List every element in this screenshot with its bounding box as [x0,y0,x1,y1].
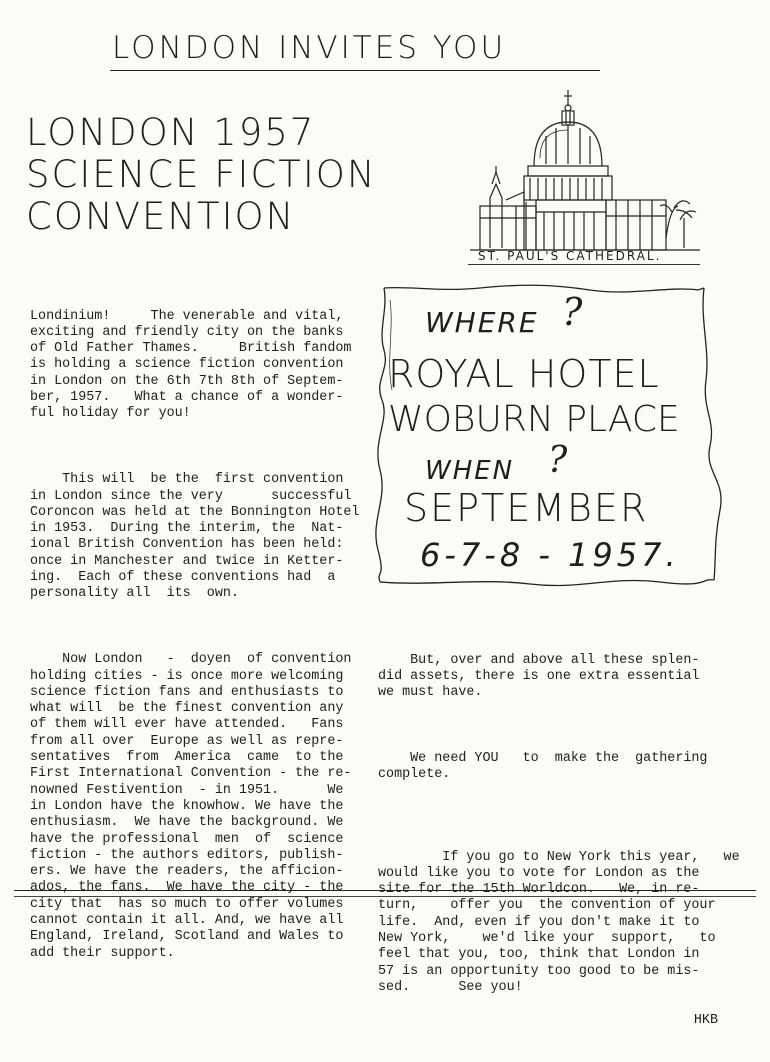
title-line-1: LONDON 1957 [26,111,316,154]
bottom-rule [14,890,756,891]
where-question-mark: ? [562,290,583,334]
author-initials: HKB [693,1012,718,1028]
intro-paragraph: Londinium! The venerable and vital, exciting and friendly city on the banks of Old Father Thames. British fandom is holding a science fiction convention in London on the 6th 7th 8th of Septem- ber, 1957. What a chance of a wonder- ful holiday for you! [30,308,352,422]
worldcon-paragraph [378,833,740,1029]
caption-rule [468,264,700,265]
when-label: WHEN [425,456,515,486]
top-title-underline [110,70,600,71]
page-top-title: LONDON INVITES YOU [112,30,507,66]
invitation-paragraph: Now London - doyen of convention holding cities - is once more welcoming science fiction fans and enthusiasts to what will be the finest convention any of them will ever have attended. Fans from all over Europe as well as repre- sentatives from America came to the First International Convention - the re- nowned Festivention - in 1951. We in London have the knowhow. We have the enthusiasm. We have the background. We have the professional men of science fiction - the authors editors, publish- ers. We have the readers, the afficion- ados, the fans. We have the city - the city that has so much to offer volumes cannot contain it all. And, we have all England, Ireland, Scotland and Wales to add their support. [30,652,352,961]
venue-place: WOBURN PLACE [388,399,680,440]
title-line-3: CONVENTION [26,195,296,238]
right-column [378,620,740,1062]
where-label: WHERE [425,306,539,339]
cathedral-drawing-icon [470,88,700,258]
when-question-mark: ? [548,440,568,481]
title-line-2: SCIENCE FICTION [26,153,377,196]
venue-hotel: ROYAL HOTEL [388,352,660,396]
bottom-rule-secondary [14,896,756,897]
event-month: SEPTEMBER [404,486,649,530]
need-you-paragraph: We need YOU to make the gathering complete. [378,751,708,783]
cathedral-caption: ST. PAUL'S CATHEDRAL. [478,249,662,263]
event-dates: 6-7-8 - 1957. [420,536,680,574]
convention-title [26,111,377,238]
assets-paragraph: But, over and above all these splen- did assets, there is one extra essential we must have. [378,652,700,701]
history-paragraph: This will be the first convention in London since the very successful Coroncon was held at the Bonnington Hotel in 1953. During the interim, the Nat- ional British Convention has been held: once in Manchester and twice in Ketter- ing. Each of these conventions had a personality all its own. [30,472,360,602]
left-column [30,276,370,995]
worldcon-text: If you go to New York this year, we would like you to vote for London as the site for the 15th Worldcon. We, in re- turn, offer you the convention of your life. And, even if you don't make it to New York, we'd like your support, to feel that you, too, think that London in 57 is an opportunity too good to be mis- sed. See you! [378,849,740,995]
